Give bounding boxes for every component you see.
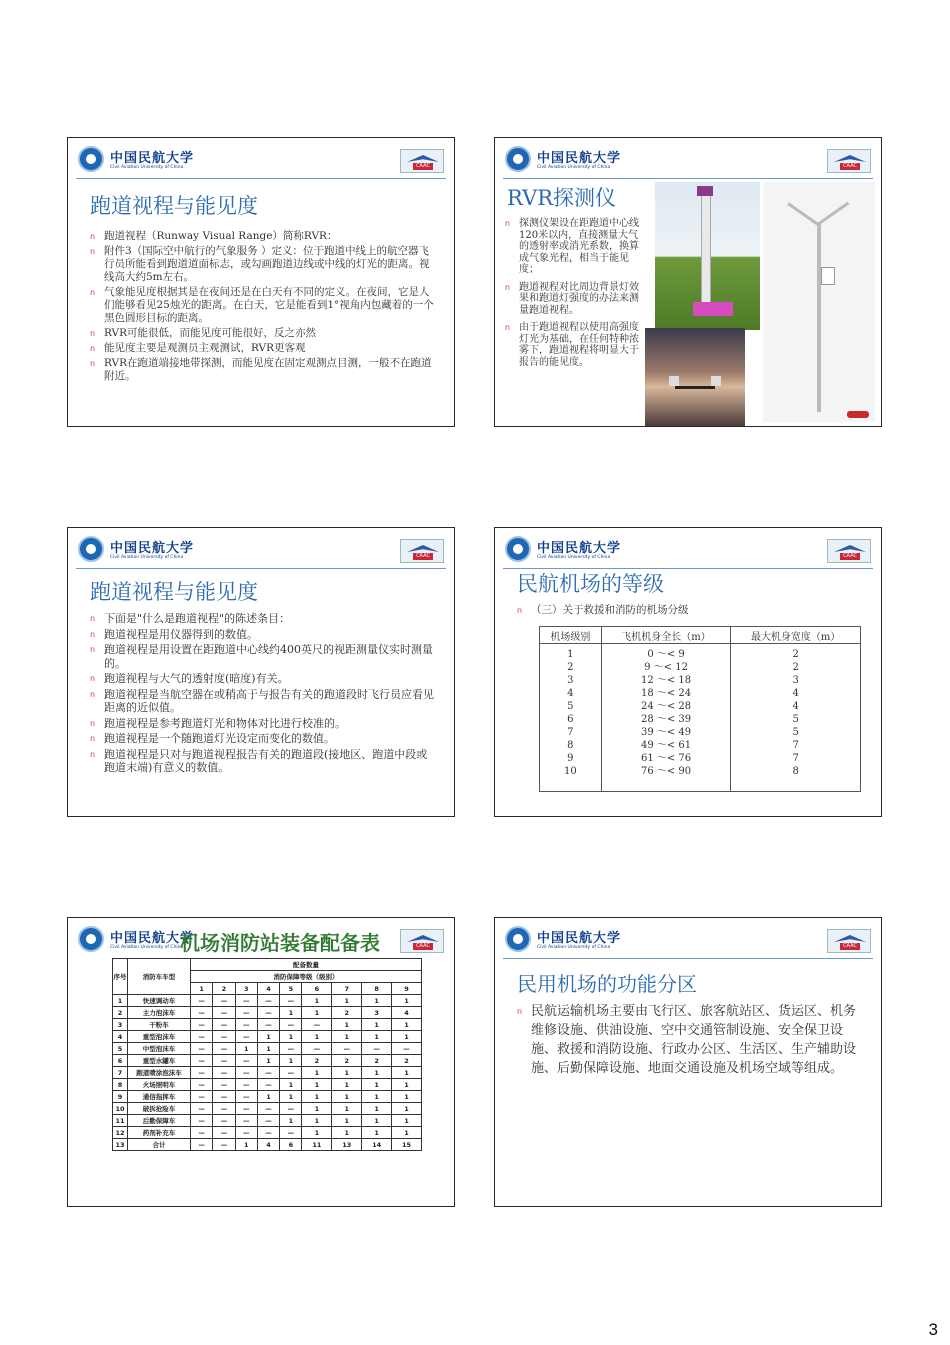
university-name-en: Civil Aviation University of China: [537, 555, 611, 560]
table-cell: —: [213, 1067, 235, 1079]
table-header: 飞机机身全长（m）: [601, 627, 731, 644]
table-cell: 12: [113, 1127, 128, 1139]
table-row: [113, 1031, 422, 1043]
table-cell: 1: [302, 1067, 332, 1079]
sunset-photo: [645, 328, 745, 426]
table-cell: 1: [362, 1079, 392, 1091]
table-cell: 1: [280, 1079, 302, 1091]
university-name: 中国民航大学: [537, 151, 622, 166]
table-cell: —: [280, 1127, 302, 1139]
table-cell: —: [191, 995, 213, 1007]
table-cell: —: [191, 1043, 213, 1055]
table-cell: —: [280, 1103, 302, 1115]
slide-airport-grade: [494, 527, 882, 817]
university-name-en: Civil Aviation University of China: [537, 945, 611, 950]
table-cell: 通信指挥车: [128, 1091, 191, 1103]
slide-header: [505, 534, 871, 566]
table-cell: 11: [113, 1115, 128, 1127]
grade-value: 28 ～< 39: [640, 714, 692, 725]
table-cell: —: [302, 1019, 332, 1031]
table-header: 最大机身宽度（m）: [731, 627, 861, 644]
table-cell: —: [257, 1103, 279, 1115]
bullet-list: [505, 218, 645, 370]
level-header: 2: [213, 983, 235, 995]
grade-value: 10: [564, 766, 577, 777]
table-cell: 6: [113, 1055, 128, 1067]
bullet: n 能见度主要是观测员主观测试，RVR更客观: [90, 342, 436, 355]
bullet-list: [517, 1002, 863, 1080]
table-cell: 1: [332, 1091, 362, 1103]
table-cell: 1: [302, 1103, 332, 1115]
table-cell: —: [235, 1127, 257, 1139]
slide-title: RVR探测仪: [507, 186, 617, 210]
table-cell: 4: [113, 1031, 128, 1043]
table-cell: 2: [332, 1055, 362, 1067]
university-seal-icon: [78, 536, 104, 562]
bullet: n 下面是"什么是跑道视程"的陈述条目：: [90, 612, 436, 626]
table-cell: —: [191, 1115, 213, 1127]
table-cell: 1: [280, 1031, 302, 1043]
grade-value: 12 ～< 18: [640, 675, 692, 686]
grade-value: 7: [567, 727, 574, 738]
table-cell: 后勤保障车: [128, 1115, 191, 1127]
bullet: n （三）关于救援和消防的机场分级: [517, 604, 863, 617]
table-cell: 1: [392, 1115, 422, 1127]
grade-value: 9 ～< 12: [644, 662, 688, 673]
table-cell: 合计: [128, 1139, 191, 1151]
table-cell: 1: [362, 1031, 392, 1043]
slide-title: 跑道视程与能见度: [90, 580, 258, 604]
table-cell: 1: [257, 1043, 279, 1055]
slide-rvr-detector: [494, 137, 882, 427]
level-header: 3: [235, 983, 257, 995]
bullet: n RVR可能很低，而能见度可能很好，反之亦然: [90, 327, 436, 340]
table-cell: —: [191, 1067, 213, 1079]
bullet: n 跑道视程是一个随跑道灯光设定而变化的数值。: [90, 732, 436, 746]
table-cell: —: [235, 1115, 257, 1127]
table-cell: 1: [362, 1115, 392, 1127]
table-cell: 3: [362, 1007, 392, 1019]
table-row: [113, 1127, 422, 1139]
slide-airport-zones: [494, 917, 882, 1207]
level-header: 9: [392, 983, 422, 995]
table-cell: 13: [332, 1139, 362, 1151]
table-row: [113, 1103, 422, 1115]
table-cell: 1: [392, 1067, 422, 1079]
table-cell: 2: [302, 1055, 332, 1067]
table-cell: 1: [332, 1127, 362, 1139]
table-cell: 1: [235, 1043, 257, 1055]
table-cell: —: [191, 1019, 213, 1031]
bullet: n 跑道视程是用仪器得到的数值。: [90, 628, 436, 642]
bullet: n 跑道视程与大气的透射度(暗度)有关。: [90, 672, 436, 686]
table-cell: 跑道喷涂泡沫车: [128, 1067, 191, 1079]
equipment-table: [112, 958, 422, 1151]
table-cell: —: [213, 995, 235, 1007]
table-cell: —: [191, 1091, 213, 1103]
table-row: [113, 1043, 422, 1055]
table-cell: —: [191, 1031, 213, 1043]
table-cell: —: [257, 995, 279, 1007]
slide-title: 民用机场的功能分区: [517, 972, 697, 996]
level-header: 6: [302, 983, 332, 995]
grade-value: 4: [792, 701, 799, 712]
table-cell: —: [213, 1127, 235, 1139]
university-seal-icon: [78, 146, 104, 172]
grade-value: 24 ～< 28: [640, 701, 692, 712]
table-cell: 1: [392, 1031, 422, 1043]
table-cell: 1: [302, 995, 332, 1007]
level-header: 5: [280, 983, 302, 995]
table-cell: —: [257, 1127, 279, 1139]
table-cell: 快速调动车: [128, 995, 191, 1007]
table-cell: 5: [113, 1043, 128, 1055]
bullet: n 由于跑道视程以使用高强度灯光为基础，在任何特种浓雾下，跑道视程将明显大于报告的能见度。: [505, 322, 645, 368]
table-cell: 7: [113, 1067, 128, 1079]
table-row: [113, 1091, 422, 1103]
table-cell: 1: [257, 1055, 279, 1067]
table-cell: 9: [113, 1091, 128, 1103]
table-cell: 重型水罐车: [128, 1055, 191, 1067]
grade-value: 7: [792, 740, 799, 751]
university-seal-icon: [505, 146, 531, 172]
table-cell: —: [235, 1091, 257, 1103]
table-cell: 1: [392, 1019, 422, 1031]
bullet: n 跑道视程是当航空器在或稍高于与报告有关的跑道段时飞行员应看见距离的近似值。: [90, 688, 436, 715]
grade-value: 4: [792, 688, 799, 699]
table-row: [113, 1067, 422, 1079]
table-cell: 主力泡沫车: [128, 1007, 191, 1019]
table-cell: —: [191, 1127, 213, 1139]
table-cell: 1: [332, 1079, 362, 1091]
table-cell: —: [235, 1007, 257, 1019]
grade-value: 7: [792, 753, 799, 764]
table-cell: 1: [302, 1115, 332, 1127]
university-seal-icon: [505, 536, 531, 562]
table-cell: 1: [113, 995, 128, 1007]
slide-header: [505, 924, 871, 956]
level-header: 4: [257, 983, 279, 995]
bullet: n 探测仪架设在距跑道中心线120米以内，直接测量大气的透射率或消光系数，换算成气象光程，相当于能见度；: [505, 218, 645, 276]
table-row: [113, 1007, 422, 1019]
level-header: 1: [191, 983, 213, 995]
bullet: n RVR在跑道端接地带探测，而能见度在固定观测点目测，一般不在跑道附近。: [90, 357, 436, 383]
slide-header: [78, 534, 444, 566]
bullet-list: [90, 612, 436, 777]
table-row: [113, 1079, 422, 1091]
slide-title: 跑道视程与能见度: [90, 194, 258, 218]
table-cell: 1: [302, 1127, 332, 1139]
table-cell: —: [213, 1115, 235, 1127]
grade-value: 2: [567, 662, 574, 673]
table-cell: —: [213, 1139, 235, 1151]
grade-value: 2: [792, 649, 799, 660]
table-cell: 1: [362, 1067, 392, 1079]
bullet: n 跑道视程是只对与跑道视程报告有关的跑道段(接地区、跑道中段或跑道末端)有意义的数值。: [90, 748, 436, 775]
table-cell: 1: [332, 1019, 362, 1031]
table-cell: —: [235, 1103, 257, 1115]
airport-grade-table: [539, 626, 861, 792]
slide-title: 民航机场的等级: [517, 572, 664, 596]
grade-levels-cell: [540, 644, 602, 792]
table-cell: 中型泡沫车: [128, 1043, 191, 1055]
grade-value: 5: [567, 701, 574, 712]
table-cell: 3: [113, 1019, 128, 1031]
table-cell: 1: [235, 1139, 257, 1151]
table-cell: —: [257, 1019, 279, 1031]
table-header: 序号: [113, 959, 128, 995]
grade-value: 1: [567, 649, 574, 660]
table-cell: 2: [332, 1007, 362, 1019]
grade-value: 8: [567, 740, 574, 751]
table-cell: 1: [362, 1091, 392, 1103]
university-name: 中国民航大学: [110, 931, 195, 946]
university-name: 中国民航大学: [537, 541, 622, 556]
university-name: 中国民航大学: [110, 541, 195, 556]
table-cell: 1: [332, 1115, 362, 1127]
table-cell: 2: [362, 1055, 392, 1067]
grade-value: 76 ～< 90: [640, 766, 692, 777]
table-cell: —: [191, 1007, 213, 1019]
table-cell: —: [280, 1067, 302, 1079]
table-cell: 1: [332, 1031, 362, 1043]
bullet: n 附件3（国际空中航行的气象服务 ）定义：位于跑道中线上的航空器飞行员所能看到跑道道面标志，或勾画跑道边线或中线的灯光的距离。视线高大约5m左右。: [90, 245, 436, 284]
university-name-en: Civil Aviation University of China: [537, 165, 611, 170]
table-cell: —: [191, 1055, 213, 1067]
table-cell: 1: [257, 1091, 279, 1103]
table-cell: —: [191, 1103, 213, 1115]
table-header: 消防车车型: [128, 959, 191, 995]
table-cell: 1: [302, 1079, 332, 1091]
table-cell: —: [332, 1043, 362, 1055]
university-name-en: Civil Aviation University of China: [110, 165, 184, 170]
table-header: 消防保障等级（级别）: [191, 971, 422, 983]
table-cell: 6: [280, 1139, 302, 1151]
caac-logo-icon: CAAC: [827, 929, 871, 953]
table-cell: 2: [392, 1055, 422, 1067]
table-cell: —: [191, 1139, 213, 1151]
table-cell: 1: [257, 1031, 279, 1043]
bullet-list: [90, 230, 436, 385]
grade-value: 5: [792, 714, 799, 725]
table-cell: 1: [392, 1079, 422, 1091]
table-cell: 干粉车: [128, 1019, 191, 1031]
slide-fire-station-equipment: [67, 917, 455, 1207]
grade-value: 2: [792, 662, 799, 673]
table-cell: 破拆抢险车: [128, 1103, 191, 1115]
university-seal-icon: [78, 926, 104, 952]
table-cell: 15: [392, 1139, 422, 1151]
grade-value: 49 ～< 61: [640, 740, 692, 751]
table-cell: 1: [332, 995, 362, 1007]
table-cell: 1: [332, 1067, 362, 1079]
table-row: [113, 1139, 422, 1151]
caac-logo-icon: CAAC: [827, 149, 871, 173]
grade-lengths-cell: [601, 644, 731, 792]
table-cell: —: [280, 1019, 302, 1031]
table-cell: —: [257, 1079, 279, 1091]
bullet: n 跑道视程对比周边背景灯效果和跑道灯强度的办法来测量跑道视程。: [505, 282, 645, 317]
table-row: [113, 995, 422, 1007]
grade-value: 9: [567, 753, 574, 764]
grade-widths-cell: [731, 644, 861, 792]
table-row: [113, 1055, 422, 1067]
slide-title: 机场消防站装备配备表: [180, 931, 380, 955]
bullet: n 跑道视程是参考跑道灯光和物体对比进行校准的。: [90, 717, 436, 731]
table-cell: —: [213, 1019, 235, 1031]
bullet-list: [517, 604, 863, 619]
rvr-field-photo: [655, 182, 760, 330]
grade-value: 8: [792, 766, 799, 777]
table-cell: 1: [362, 1127, 392, 1139]
table-cell: —: [257, 1007, 279, 1019]
table-cell: 1: [280, 1055, 302, 1067]
caac-logo-icon: CAAC: [400, 539, 444, 563]
table-cell: —: [213, 1091, 235, 1103]
bullet: n 民航运输机场主要由飞行区、旅客航站区、货运区、机务维修设施、供油设施、空中交通管制设施、安全保卫设施、救援和消防设施、行政办公区、生活区、生产辅助设施、后勤保障设施、地面交通设施及机场空域等组成。: [517, 1002, 863, 1078]
rvr-mast-diagram: [763, 182, 875, 422]
table-cell: —: [213, 1079, 235, 1091]
table-cell: —: [302, 1043, 332, 1055]
table-cell: 11: [302, 1139, 332, 1151]
table-cell: 1: [392, 1091, 422, 1103]
grade-value: 3: [792, 675, 799, 686]
table-cell: 重型泡沫车: [128, 1031, 191, 1043]
table-cell: 4: [392, 1007, 422, 1019]
table-cell: 1: [392, 1127, 422, 1139]
table-cell: —: [213, 1103, 235, 1115]
slide-header: [78, 144, 444, 176]
table-cell: —: [191, 1079, 213, 1091]
table-cell: 8: [113, 1079, 128, 1091]
grade-value: 0 ～< 9: [647, 649, 685, 660]
level-header: 8: [362, 983, 392, 995]
table-cell: 13: [113, 1139, 128, 1151]
table-cell: —: [257, 1067, 279, 1079]
table-cell: —: [235, 1019, 257, 1031]
table-cell: —: [392, 1043, 422, 1055]
table-cell: 1: [362, 1103, 392, 1115]
table-cell: 1: [362, 995, 392, 1007]
table-cell: 1: [392, 1103, 422, 1115]
caac-logo-icon: CAAC: [400, 149, 444, 173]
table-cell: 1: [302, 1031, 332, 1043]
table-header: 配备数量: [191, 959, 422, 971]
university-name-en: Civil Aviation University of China: [110, 555, 184, 560]
table-cell: —: [213, 1043, 235, 1055]
level-header: 7: [332, 983, 362, 995]
table-cell: 10: [113, 1103, 128, 1115]
table-header: 机场级别: [540, 627, 602, 644]
table-cell: 1: [280, 1091, 302, 1103]
table-cell: —: [257, 1115, 279, 1127]
university-name-en: Civil Aviation University of China: [110, 945, 184, 950]
slide-rvr-statements: [67, 527, 455, 817]
table-cell: —: [235, 1067, 257, 1079]
table-cell: 14: [362, 1139, 392, 1151]
grade-value: 39 ～< 49: [640, 727, 692, 738]
table-cell: 1: [302, 1091, 332, 1103]
table-cell: 1: [362, 1019, 392, 1031]
grade-value: 3: [567, 675, 574, 686]
table-cell: 1: [280, 1115, 302, 1127]
table-cell: —: [235, 995, 257, 1007]
table-cell: 1: [332, 1103, 362, 1115]
table-cell: —: [213, 1055, 235, 1067]
table-row: [113, 1019, 422, 1031]
table-cell: 1: [392, 995, 422, 1007]
table-cell: —: [280, 1043, 302, 1055]
slide-runway-visual-range: [67, 137, 455, 427]
grade-value: 6: [567, 714, 574, 725]
university-name: 中国民航大学: [537, 931, 622, 946]
table-cell: —: [362, 1043, 392, 1055]
table-cell: —: [235, 1055, 257, 1067]
table-cell: —: [213, 1007, 235, 1019]
table-row: [113, 1115, 422, 1127]
bullet: n 跑道视程（Runway Visual Range）简称RVR：: [90, 230, 436, 243]
table-cell: 药剂补充车: [128, 1127, 191, 1139]
table-cell: —: [235, 1031, 257, 1043]
table-cell: —: [235, 1079, 257, 1091]
grade-value: 18 ～< 24: [640, 688, 692, 699]
table-cell: 4: [257, 1139, 279, 1151]
caac-logo-icon: CAAC: [400, 929, 444, 953]
table-cell: —: [280, 995, 302, 1007]
table-cell: —: [213, 1031, 235, 1043]
table-cell: 火场照明车: [128, 1079, 191, 1091]
table-cell: 2: [113, 1007, 128, 1019]
bullet: n 跑道视程是用设置在距跑道中心线约400英尺的视距测量仪实时测量的。: [90, 643, 436, 670]
bullet: n 气象能见度根据其是在夜间还是在白天有不同的定义。在夜间，它是人们能够看见25烛光的距离。在白天，它是能看到1°视角内包藏着的一个黑色圆形目标的距离。: [90, 286, 436, 325]
grade-value: 5: [792, 727, 799, 738]
university-name: 中国民航大学: [110, 151, 195, 166]
table-cell: 1: [302, 1007, 332, 1019]
grade-value: 4: [567, 688, 574, 699]
page-number: 3: [928, 1320, 938, 1339]
university-seal-icon: [505, 926, 531, 952]
slide-header: [505, 144, 871, 176]
table-cell: 1: [280, 1007, 302, 1019]
grade-value: 61 ～< 76: [640, 753, 692, 764]
caac-logo-icon: CAAC: [827, 539, 871, 563]
